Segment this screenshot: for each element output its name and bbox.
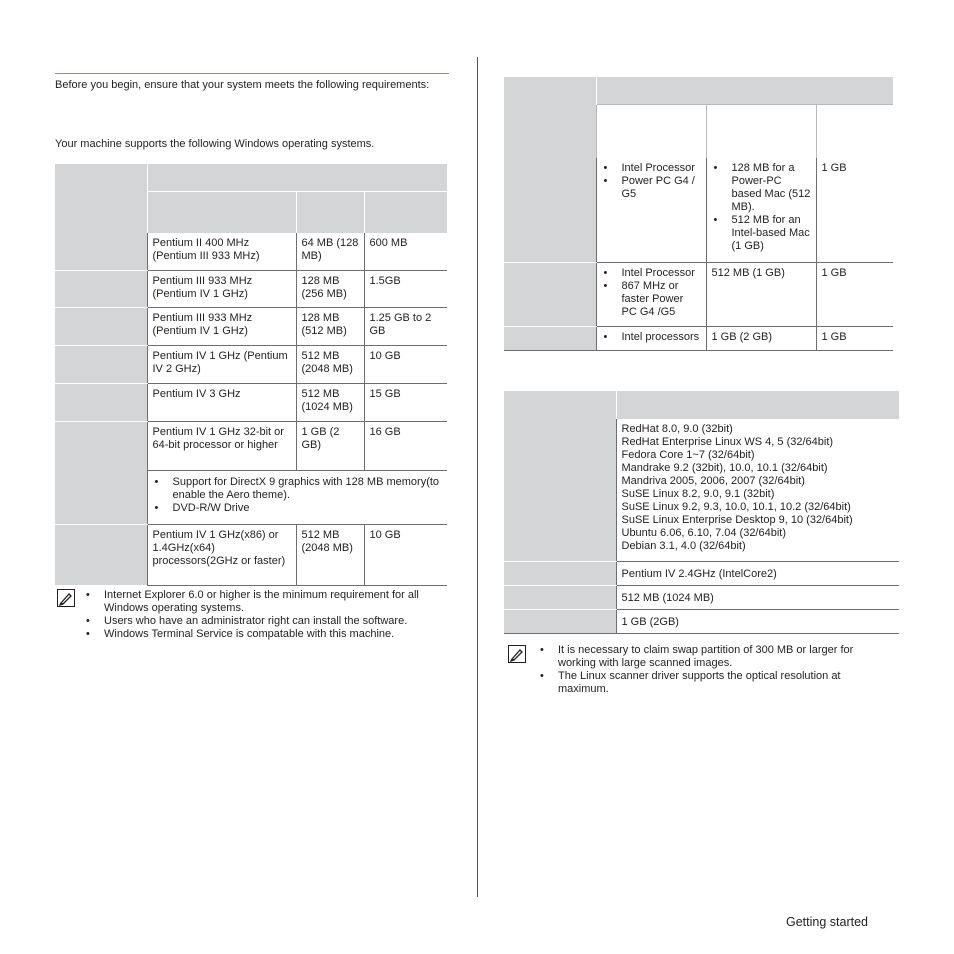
list-item: • Intel processors (602, 331, 702, 344)
linux-header-requirements (616, 391, 899, 419)
cpu-cell: Pentium IV 1 GHz 32-bit or 64-bit processor or higher (147, 421, 296, 470)
row-label (504, 561, 616, 585)
list-item: Debian 3.1, 4.0 (32/64bit) (621, 540, 746, 552)
row-label (504, 609, 616, 633)
ram-cell: 512 MB (1024 MB) (296, 383, 364, 421)
row-label (504, 158, 596, 262)
list-item: Ubuntu 6.06, 6.10, 7.04 (32/64bit) (621, 527, 787, 539)
column-divider (477, 57, 478, 897)
extra-requirements-cell (147, 470, 447, 524)
list-item: Fedora Core 1~7 (32/64bit) (621, 449, 755, 461)
table-row (504, 419, 899, 561)
table-row (55, 233, 447, 270)
windows-header-cpu (147, 191, 296, 233)
cpu-cell (596, 158, 706, 262)
row-label (55, 421, 147, 524)
ram-cell: 512 MB (1 GB) (706, 262, 816, 326)
disk-cell: 1 GB (816, 158, 893, 262)
table-row (55, 270, 447, 307)
list-item: RedHat 8.0, 9.0 (32bit) (621, 423, 733, 435)
list-item: SuSE Linux 8.2, 9.0, 9.1 (32bit) (621, 488, 775, 500)
windows-header-os (55, 164, 147, 233)
linux-notes (537, 644, 887, 696)
disk-cell: 1.5GB (364, 270, 447, 307)
list-item: • 128 MB for a Power-PC based Mac (512 MB). (712, 162, 812, 214)
disk-cell: 1 GB (816, 326, 893, 350)
disk-cell: 15 GB (364, 383, 447, 421)
mac-header-disk (816, 104, 893, 158)
mac-header-cpu (596, 104, 706, 158)
cpu-cell: Pentium IV 1 GHz (Pentium IV 2 GHz) (147, 345, 296, 383)
ram-cell: 1 GB (2 GB) (706, 326, 816, 350)
mac-header-requirements (596, 77, 893, 104)
row-label (504, 585, 616, 609)
windows-support-text: Your machine supports the following Windows operating systems. (55, 138, 375, 150)
list-item: • Intel Processor (602, 267, 702, 280)
list-item: • 512 MB for an Intel-based Mac (1 GB) (712, 214, 812, 253)
table-row (55, 421, 447, 470)
note-icon (508, 645, 526, 663)
list-item: • Intel Processor (602, 162, 702, 175)
table-row (504, 561, 899, 585)
disk-cell: 1 GB (2GB) (616, 609, 899, 633)
ram-cell: 128 MB (512 MB) (296, 307, 364, 345)
table-row (55, 524, 447, 585)
cpu-cell: Pentium IV 3 GHz (147, 383, 296, 421)
list-item: • Internet Explorer 6.0 or higher is the minimum requirement for all Windows operating systems. (83, 589, 448, 615)
table-row (504, 262, 893, 326)
list-item: SuSE Linux Enterprise Desktop 9, 10 (32/64bit) (621, 514, 853, 526)
list-item: SuSE Linux 9.2, 9.3, 10.0, 10.1, 10.2 (32/64bit) (621, 501, 851, 513)
list-item: • Users who have an administrator right can install the software. (83, 615, 448, 628)
mac-header-os (504, 77, 596, 158)
disk-cell: 1.25 GB to 2 GB (364, 307, 447, 345)
row-label (55, 233, 147, 270)
windows-requirements-table (55, 164, 447, 586)
extra-requirements-list (153, 476, 444, 515)
cpu-cell: Pentium III 933 MHz (Pentium IV 1 GHz) (147, 307, 296, 345)
row-label (504, 262, 596, 326)
section-rule (55, 73, 449, 74)
list-item: • Support for DirectX 9 graphics with 128 MB memory(to enable the Aero theme). (153, 476, 444, 502)
row-label (504, 419, 616, 561)
footer-section-title: Getting started (786, 915, 868, 929)
table-row (504, 326, 893, 350)
list-item: RedHat Enterprise Linux WS 4, 5 (32/64bit) (621, 436, 834, 448)
disk-cell: 16 GB (364, 421, 447, 470)
ram-cell: 512 MB (1024 MB) (616, 585, 899, 609)
cpu-cell (596, 326, 706, 350)
table-row (504, 585, 899, 609)
ram-cell: 128 MB (256 MB) (296, 270, 364, 307)
mac-requirements-table (504, 77, 893, 351)
cpu-cell: Pentium II 400 MHz (Pentium III 933 MHz) (147, 233, 296, 270)
list-item: • Windows Terminal Service is compatable with this machine. (83, 628, 448, 641)
disk-cell: 1 GB (816, 262, 893, 326)
row-label (55, 524, 147, 585)
table-row (55, 383, 447, 421)
table-row (504, 609, 899, 633)
cpu-cell: Pentium IV 1 GHz(x86) or 1.4GHz(x64) processors(2GHz or faster) (147, 524, 296, 585)
windows-notes (83, 589, 448, 641)
linux-os-cell (616, 419, 899, 561)
row-label (504, 326, 596, 350)
table-row (55, 307, 447, 345)
disk-cell: 10 GB (364, 524, 447, 585)
ram-cell: 512 MB (2048 MB) (296, 524, 364, 585)
windows-header-ram (296, 191, 364, 233)
windows-header-disk (364, 191, 447, 233)
row-label (55, 383, 147, 421)
list-item: • DVD-R/W Drive (153, 502, 444, 515)
row-label (55, 270, 147, 307)
windows-header-requirements (147, 164, 447, 191)
list-item: Mandriva 2005, 2006, 2007 (32/64bit) (621, 475, 805, 487)
disk-cell: 10 GB (364, 345, 447, 383)
linux-requirements-table (504, 391, 899, 634)
intro-text: Before you begin, ensure that your system meets the following requirements: (55, 79, 430, 91)
cpu-cell: Pentium IV 2.4GHz (IntelCore2) (616, 561, 899, 585)
linux-header-item (504, 391, 616, 419)
mac-header-ram (706, 104, 816, 158)
list-item: • The Linux scanner driver supports the optical resolution at maximum. (537, 670, 887, 696)
cpu-cell (596, 262, 706, 326)
ram-cell: 512 MB (2048 MB) (296, 345, 364, 383)
cpu-cell: Pentium III 933 MHz (Pentium IV 1 GHz) (147, 270, 296, 307)
ram-cell: 64 MB (128 MB) (296, 233, 364, 270)
list-item: • It is necessary to claim swap partition of 300 MB or larger for working with large scanned images. (537, 644, 887, 670)
ram-cell: 1 GB (2 GB) (296, 421, 364, 470)
list-item: • 867 MHz or faster Power PC G4 /G5 (602, 280, 702, 319)
table-row (504, 158, 893, 262)
list-item: • Power PC G4 / G5 (602, 175, 702, 201)
disk-cell: 600 MB (364, 233, 447, 270)
list-item: Mandrake 9.2 (32bit), 10.0, 10.1 (32/64bit) (621, 462, 828, 474)
note-icon (57, 589, 75, 607)
row-label (55, 307, 147, 345)
table-row (55, 345, 447, 383)
ram-cell (706, 158, 816, 262)
row-label (55, 345, 147, 383)
